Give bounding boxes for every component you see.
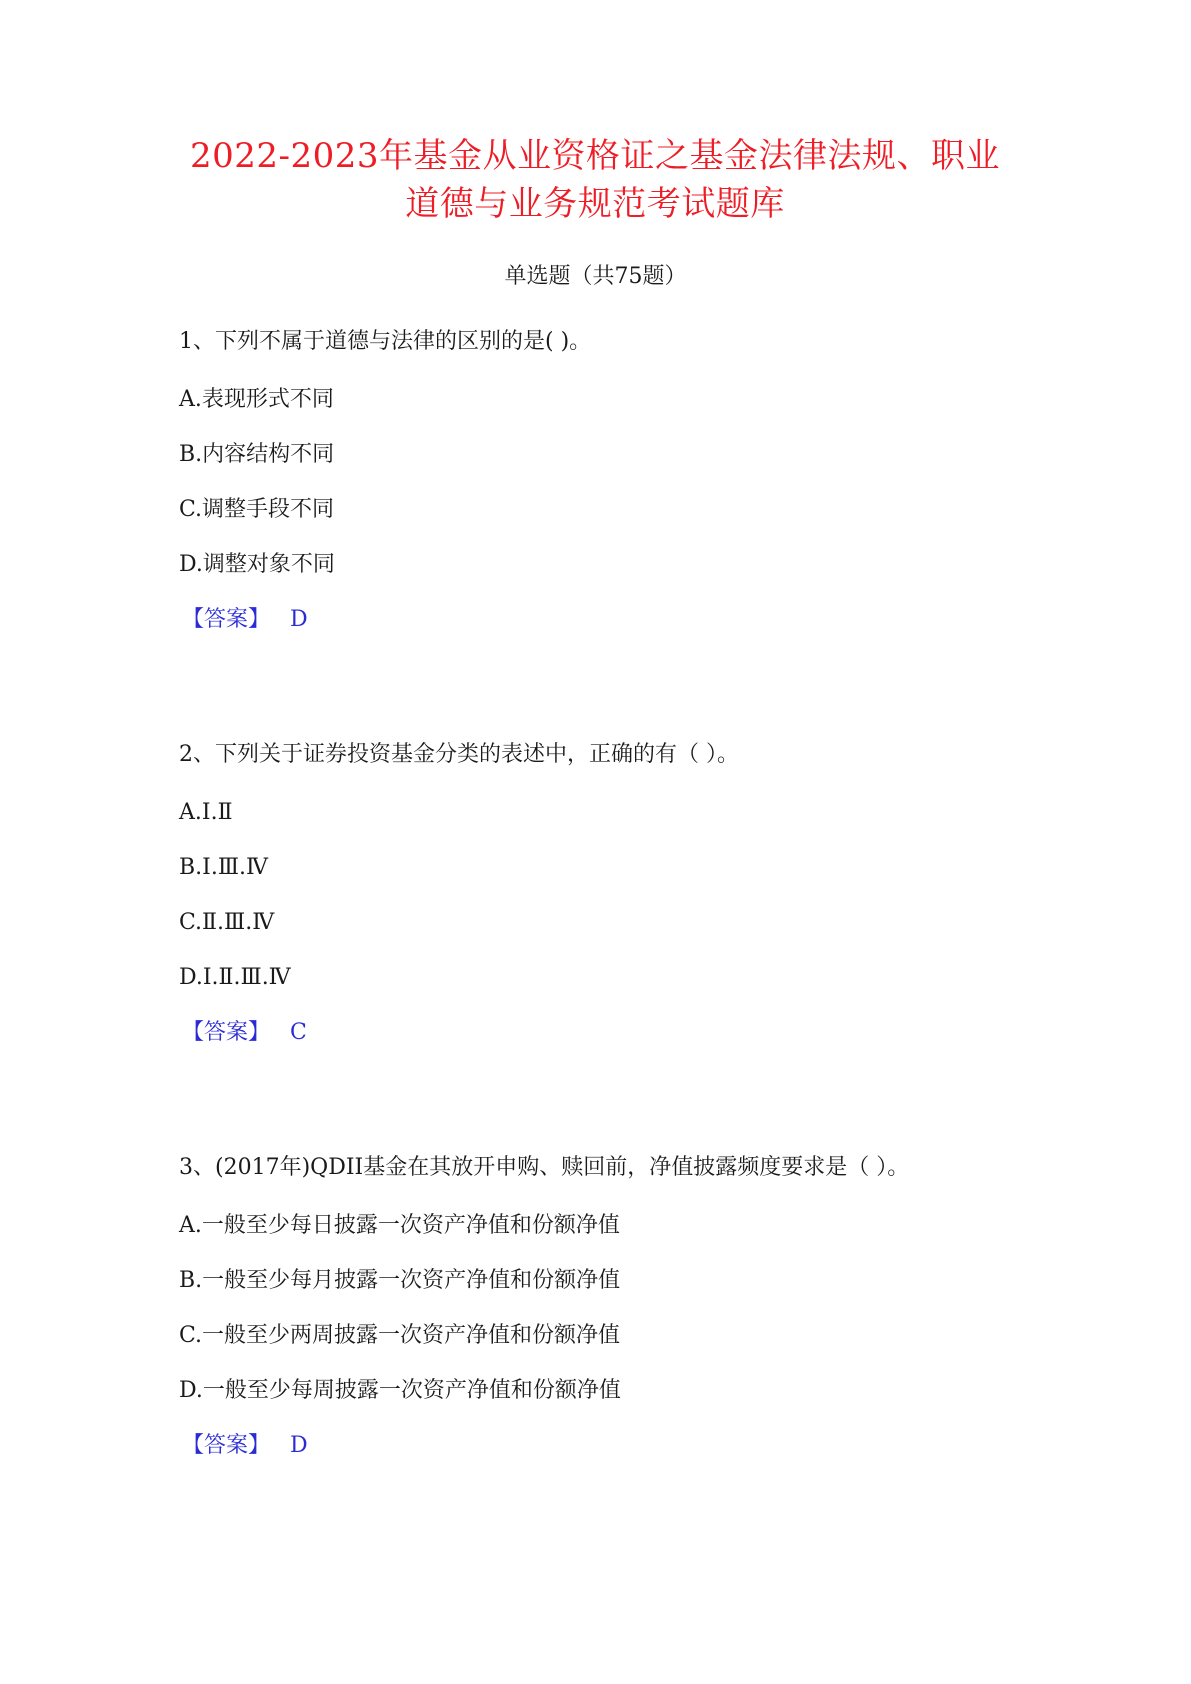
question-3-option-c: C.一般至少两周披露一次资产净值和份额净值 [179, 1323, 621, 1348]
question-2-option-d: D.Ⅰ.Ⅱ.Ⅲ.Ⅳ [179, 965, 291, 990]
question-1-option-b: B.内容结构不同 [179, 442, 335, 467]
question-2-option-a: A.Ⅰ.Ⅱ [179, 800, 233, 825]
question-2-option-b: B.Ⅰ.Ⅲ.Ⅳ [179, 855, 269, 880]
question-1-answer [182, 605, 308, 635]
question-2-option-c: C.Ⅱ.Ⅲ.Ⅳ [179, 910, 275, 935]
question-1-option-c: C.调整手段不同 [179, 497, 335, 522]
document-title-line-2: 道德与业务规范考试题库 [405, 184, 785, 224]
question-3-answer [182, 1431, 308, 1461]
question-1-option-d: D.调整对象不同 [179, 552, 335, 577]
question-2-stem: 2、下列关于证券投资基金分类的表述中，正确的有（ ）。 [179, 742, 739, 767]
question-3-stem: 3、(2017年)QDII基金在其放开申购、赎回前，净值披露频度要求是（ ）。 [179, 1155, 910, 1180]
answer-value: D [290, 1433, 308, 1458]
answer-label: 【答案】 [182, 1020, 271, 1045]
question-1-option-a: A.表现形式不同 [179, 387, 334, 412]
answer-value: D [290, 607, 308, 632]
section-heading: 单选题（共75题） [504, 264, 687, 289]
question-3-option-d: D.一般至少每周披露一次资产净值和份额净值 [179, 1378, 621, 1403]
question-1-stem: 1、下列不属于道德与法律的区别的是( )。 [179, 329, 592, 354]
question-3-option-a: A.一般至少每日披露一次资产净值和份额净值 [179, 1213, 620, 1238]
answer-value: C [290, 1020, 307, 1045]
answer-label: 【答案】 [182, 607, 271, 632]
answer-label: 【答案】 [182, 1433, 271, 1458]
question-2-answer [182, 1018, 307, 1048]
question-3-option-b: B.一般至少每月披露一次资产净值和份额净值 [179, 1268, 621, 1293]
document-title-line-1: 2022-2023年基金从业资格证之基金法律法规、职业 [189, 136, 1001, 176]
